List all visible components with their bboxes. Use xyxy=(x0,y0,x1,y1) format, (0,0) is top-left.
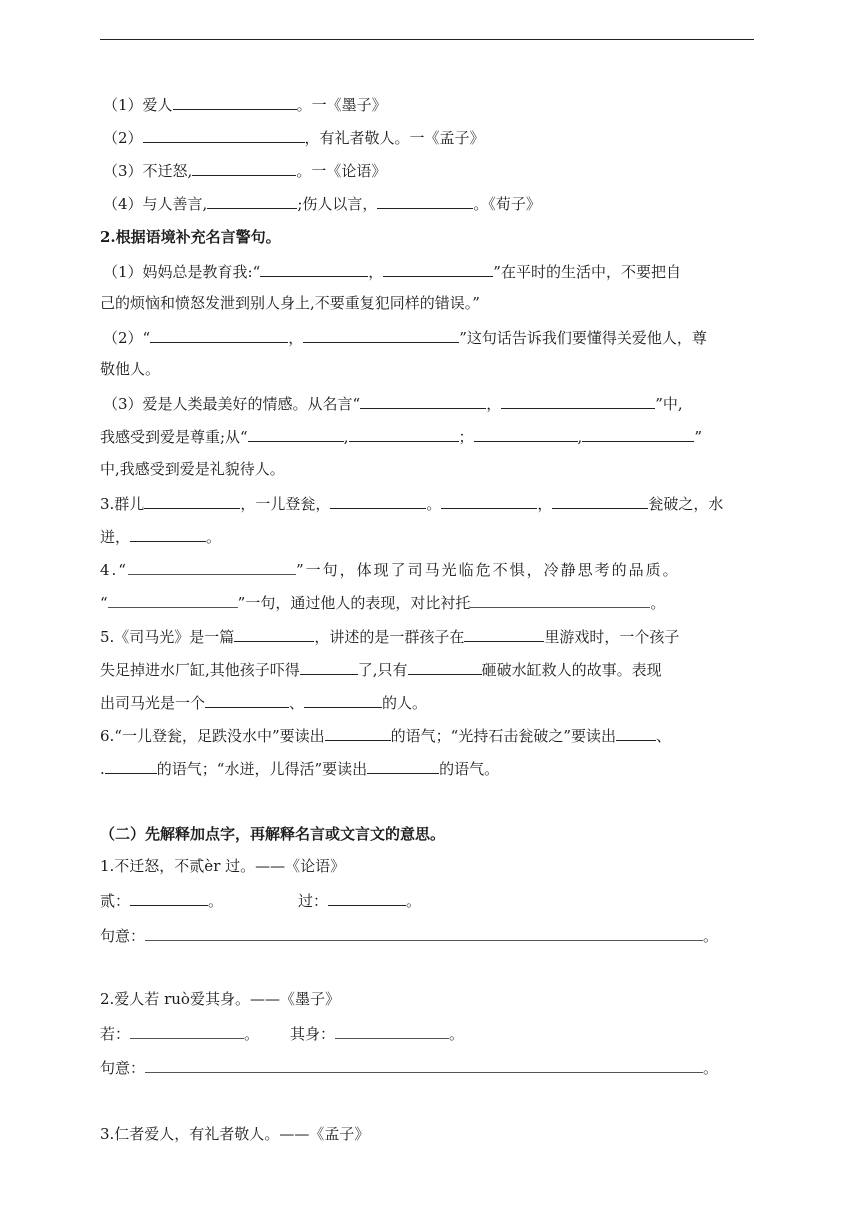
answer-blank[interactable] xyxy=(130,890,208,906)
answer-blank[interactable] xyxy=(552,493,648,509)
answer-blank[interactable] xyxy=(501,393,655,409)
e2-words: 若： 。 xyxy=(100,1025,260,1043)
answer-blank[interactable] xyxy=(130,1023,244,1039)
answer-blank[interactable] xyxy=(582,426,694,442)
answer-blank[interactable] xyxy=(300,659,358,675)
answer-blank[interactable] xyxy=(173,94,297,110)
answer-blank[interactable] xyxy=(108,592,238,608)
q4-line2: “ ”一句，通过他人的表现，对比衬托 。 xyxy=(100,594,666,612)
q1-item-2: （2） ，有礼者敬人。一《孟子》 xyxy=(103,129,485,147)
answer-blank[interactable] xyxy=(234,626,314,642)
answer-blank[interactable] xyxy=(330,493,426,509)
answer-blank[interactable] xyxy=(260,261,368,277)
answer-blank[interactable] xyxy=(470,592,650,608)
q5-line3: 出司马光是一个 、 的人。 xyxy=(100,694,428,712)
q2-p1-line1: （1）妈妈总是教育我:“ ， ”在平时的生活中，不要把自 xyxy=(103,263,681,281)
q2-heading: 2.根据语境补充名言警句。 xyxy=(100,228,281,246)
answer-blank[interactable] xyxy=(360,393,486,409)
e1-words-2: 过： 。 xyxy=(298,892,422,910)
q4-line1: 4.“ ”一句，体现了司马光临危不惧，冷静思考的品质。 xyxy=(100,561,680,579)
q2-p2-line2: 敬他人。 xyxy=(100,360,161,378)
q5-line1: 5.《司马光》是一篇 ，讲述的是一群孩子在 里游戏时，一个孩子 xyxy=(100,628,680,646)
header-rule xyxy=(100,39,754,40)
answer-blank[interactable] xyxy=(143,127,305,143)
e1-words: 贰： 。 xyxy=(100,892,224,910)
answer-blank[interactable] xyxy=(145,1057,703,1073)
answer-blank[interactable] xyxy=(130,526,206,542)
answer-blank[interactable] xyxy=(303,327,459,343)
section2-heading: （二）先解释加点字，再解释名言或文言文的意思。 xyxy=(100,825,446,843)
q6-line1: 6.“一儿登瓮，足跌没水中”要读出 的语气；“光持石击瓮破之”要读出 、 xyxy=(100,727,672,745)
answer-blank[interactable] xyxy=(304,692,382,708)
answer-blank[interactable] xyxy=(328,890,406,906)
answer-blank[interactable] xyxy=(383,261,493,277)
answer-blank[interactable] xyxy=(128,559,296,575)
q1-item-1: （1）爱人 。一《墨子》 xyxy=(103,96,387,114)
answer-blank[interactable] xyxy=(248,426,344,442)
answer-blank[interactable] xyxy=(105,758,157,774)
answer-blank[interactable] xyxy=(377,193,473,209)
answer-blank[interactable] xyxy=(616,725,656,741)
q3-line1: 3.群儿 ，一儿登瓮， 。 ， 瓮破之，水 xyxy=(100,495,724,513)
answer-blank[interactable] xyxy=(474,426,578,442)
q5-line2: 失足掉进水厂缸,其他孩子吓得 了,只有 砸破水缸救人的故事。表现 xyxy=(100,661,662,679)
q1-item-3: （3）不迁怒, 。一《论语》 xyxy=(103,162,387,180)
q2-p3-line2: 我感受到爱是尊重;从“ , ； , ” xyxy=(100,428,702,446)
q2-p1-line2: 己的烦恼和愤怒发泄到别人身上,不要重复犯同样的错误。” xyxy=(100,294,480,312)
answer-blank[interactable] xyxy=(192,160,296,176)
answer-blank[interactable] xyxy=(441,493,537,509)
answer-blank[interactable] xyxy=(150,327,288,343)
e2-title: 2.爱人若 ruò爱其身。——《墨子》 xyxy=(100,990,340,1008)
answer-blank[interactable] xyxy=(325,725,391,741)
answer-blank[interactable] xyxy=(367,758,439,774)
answer-blank[interactable] xyxy=(408,659,482,675)
q1-item-4: （4）与人善言, ;伤人以言， 。《荀子》 xyxy=(103,195,541,213)
answer-blank[interactable] xyxy=(335,1023,449,1039)
answer-blank[interactable] xyxy=(349,426,459,442)
answer-blank[interactable] xyxy=(205,692,289,708)
e2-words-2: 其身： 。 xyxy=(290,1025,465,1043)
answer-blank[interactable] xyxy=(145,925,703,941)
q2-p3-line3: 中,我感受到爱是礼貌待人。 xyxy=(100,460,285,478)
q2-p2-line1: （2）“ ， ”这句话告诉我们要懂得关爱他人，尊 xyxy=(103,329,707,347)
q6-line2: . 的语气；“水迸，儿得活”要读出 的语气。 xyxy=(100,760,500,778)
e1-meaning: 句意： 。 xyxy=(100,927,719,945)
q3-line2: 迸， 。 xyxy=(100,528,222,546)
answer-blank[interactable] xyxy=(144,493,240,509)
answer-blank[interactable] xyxy=(464,626,544,642)
q2-p3-line1: （3）爱是人类最美好的情感。从名言“ ， ”中, xyxy=(103,395,683,413)
e2-meaning: 句意： 。 xyxy=(100,1059,719,1077)
e1-title: 1.不迁怒，不贰èr 过。——《论语》 xyxy=(100,857,346,875)
answer-blank[interactable] xyxy=(207,193,297,209)
e3-title: 3.仁者爱人，有礼者敬人。——《孟子》 xyxy=(100,1125,370,1143)
